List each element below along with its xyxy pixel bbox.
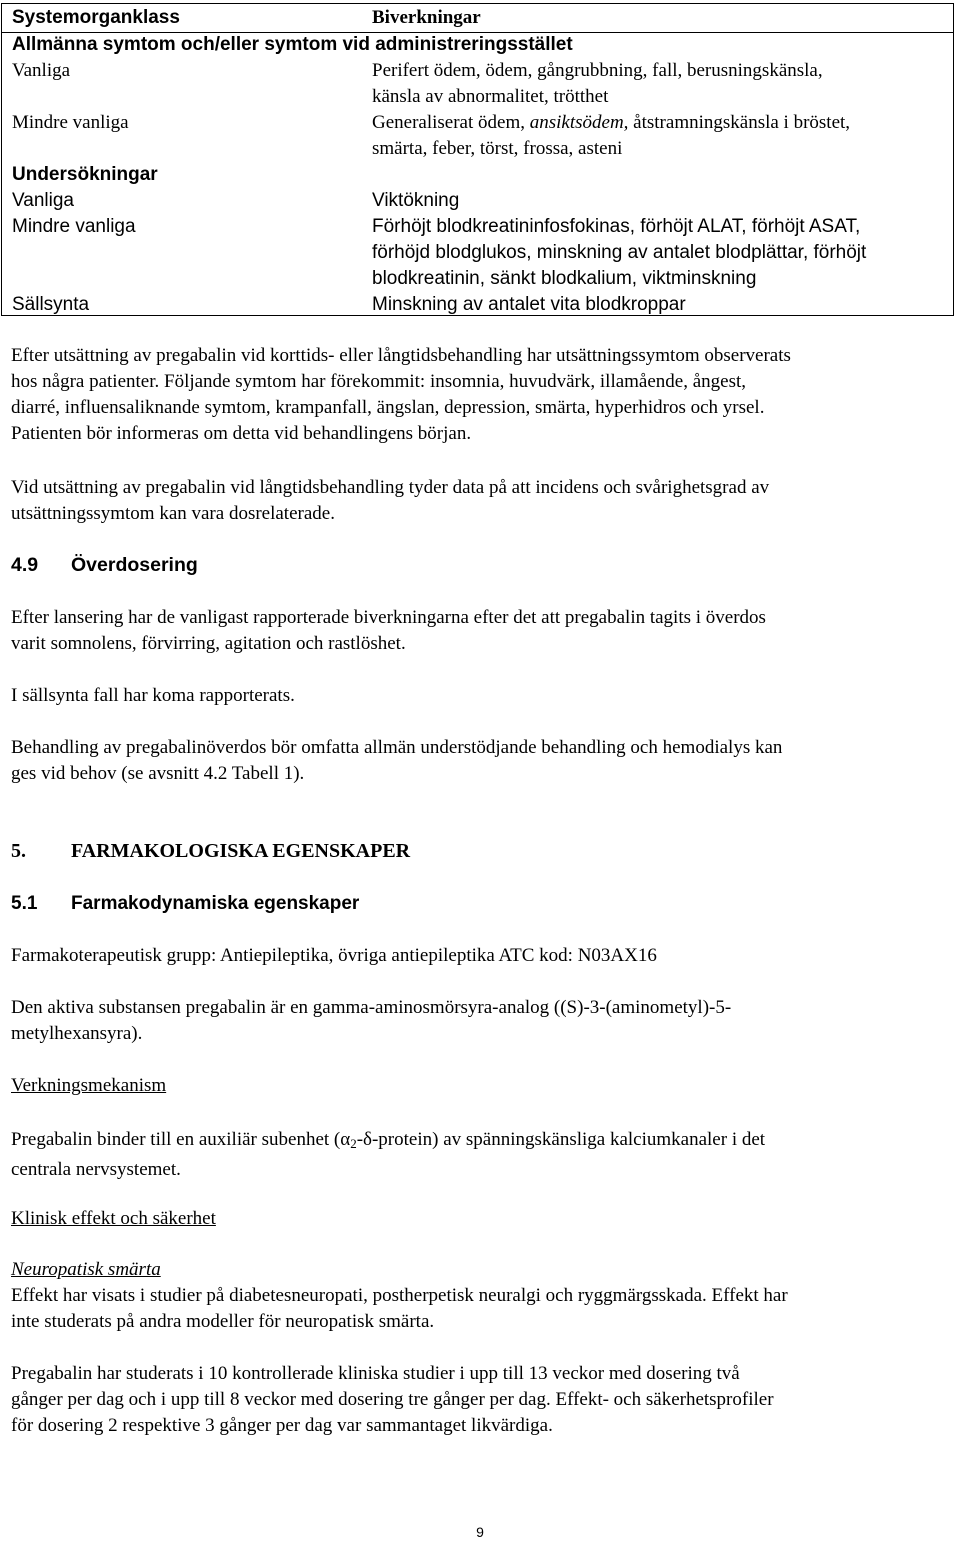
text-line: för dosering 2 respektive 3 gånger per dag var sammantaget likvärdiga. xyxy=(11,1415,553,1436)
text-line: Efter lansering har de vanligast rapporterade biverkningarna efter det att pregabalin tagits i överdos xyxy=(11,607,766,628)
text-line: Farmakoterapeutisk grupp: Antiepileptika, övriga antiepileptika ATC kod: N03AX16 xyxy=(11,945,657,966)
paragraph-overdose-treatment xyxy=(11,735,951,787)
heading-pharmacological-properties xyxy=(11,840,410,863)
table-row-text: Perifert ödem, ödem, gångrubbning, fall, berusningskänsla, xyxy=(372,60,823,81)
subheading-clinical-efficacy xyxy=(11,1206,951,1232)
text-line: Den aktiva substansen pregabalin är en gamma-aminosmörsyra-analog ((S)-3-(aminometyl)-5- xyxy=(11,997,732,1018)
section-number: 4.9 xyxy=(11,554,39,576)
text-line: varit somnolens, förvirring, agitation och rastlöshet. xyxy=(11,633,406,654)
table-section-general: Allmänna symtom och/eller symtom vid administreringsstället xyxy=(12,34,573,55)
text-line: Pregabalin binder till en auxiliär subenhet (α2-δ-protein) av spänningskänsliga kalciumkanaler i det xyxy=(11,1129,766,1151)
table-row-text: Minskning av antalet vita blodkroppar xyxy=(372,294,686,315)
table-row-text: förhöjd blodglukos, minskning av antalet blodplättar, förhöjt xyxy=(372,242,867,263)
table-row-text: känsla av abnormalitet, trötthet xyxy=(372,86,609,107)
adverse-reactions-table xyxy=(1,3,954,316)
table-row-label: Mindre vanliga xyxy=(12,112,129,133)
text-line: metylhexansyra). xyxy=(11,1023,143,1044)
paragraph-neuropathic-efficacy xyxy=(11,1283,951,1335)
text-line: Patienten bör informeras om detta vid behandlingens början. xyxy=(11,423,472,444)
table-row-label: Sällsynta xyxy=(12,294,90,315)
table-row-label: Vanliga xyxy=(12,60,71,81)
text-line: inte studerats på andra modeller för neuropatisk smärta. xyxy=(11,1311,435,1332)
text-line: Behandling av pregabalinöverdos bör omfatta allmän understödjande behandling och hemodialys kan xyxy=(11,737,783,758)
text-line: Effekt har visats i studier på diabetesneuropati, postherpetisk neuralgi och ryggmärgsskada. Effekt har xyxy=(11,1285,788,1306)
text-line: utsättningssymtom kan vara dosrelaterade. xyxy=(11,503,335,524)
text-line: Efter utsättning av pregabalin vid korttids- eller långtidsbehandling har utsättningssymtom observerats xyxy=(11,345,791,366)
table-row-text: Viktökning xyxy=(372,190,460,211)
section-number: 5.1 xyxy=(11,893,38,914)
text-line: centrala nervsystemet. xyxy=(11,1159,181,1180)
paragraph-atc-code xyxy=(11,943,951,969)
text-line: I sällsynta fall har koma rapporterats. xyxy=(11,685,295,706)
section-title: Farmakodynamiska egenskaper xyxy=(71,893,360,914)
subheading-text: Klinisk effekt och säkerhet xyxy=(11,1208,216,1229)
paragraph-mechanism xyxy=(11,1127,951,1183)
subheading-text: Verkningsmekanism xyxy=(11,1075,167,1096)
heading-overdose xyxy=(11,554,198,577)
table-section-investigations: Undersökningar xyxy=(12,164,158,185)
subheading-text: Neuropatisk smärta xyxy=(11,1259,161,1280)
paragraph-clinical-studies xyxy=(11,1361,951,1439)
subscript: 2 xyxy=(350,1136,357,1151)
table-row-text: Generaliserat ödem, ansiktsödem, åtstramningskänsla i bröstet, xyxy=(372,112,851,133)
paragraph-overdose-reports xyxy=(11,605,951,657)
paragraph-coma xyxy=(11,683,951,709)
text-line: hos några patienter. Följande symtom har förekommit: insomnia, huvudvärk, illamående, ångest, xyxy=(11,371,747,392)
table-header-organ-class: Systemorganklass xyxy=(12,7,180,28)
subheading-mechanism xyxy=(11,1073,951,1099)
table-row-label: Mindre vanliga xyxy=(12,216,136,237)
table-row-label: Vanliga xyxy=(12,190,74,211)
paragraph-long-term-withdrawal xyxy=(11,475,951,527)
table-header-adverse-reactions: Biverkningar xyxy=(372,7,481,28)
page-number: 9 xyxy=(476,1524,484,1540)
heading-pharmacodynamic-properties xyxy=(11,893,359,915)
text-line: gånger per dag och i upp till 8 veckor med dosering tre gånger per dag. Effekt- och säkerhetsprofiler xyxy=(11,1389,774,1410)
text-line: Pregabalin har studerats i 10 kontrollerade kliniska studier i upp till 13 veckor med dosering två xyxy=(11,1363,740,1384)
section-title: Överdosering xyxy=(71,554,198,576)
text-line: ges vid behov (se avsnitt 4.2 Tabell 1). xyxy=(11,763,305,784)
section-number: 5. xyxy=(11,840,26,862)
text-line: Vid utsättning av pregabalin vid långtidsbehandling tyder data på att incidens och svårighetsgrad av xyxy=(11,477,770,498)
table-row-text: Förhöjt blodkreatininfosfokinas, förhöjt ALAT, förhöjt ASAT, xyxy=(372,216,861,237)
subheading-neuropathic-pain xyxy=(11,1257,951,1283)
paragraph-active-substance xyxy=(11,995,951,1047)
table-row-text: smärta, feber, törst, frossa, asteni xyxy=(372,138,623,159)
text-line: diarré, influensaliknande symtom, krampanfall, ängslan, depression, smärta, hyperhidros och yrsel. xyxy=(11,397,765,418)
paragraph-withdrawal xyxy=(11,343,951,447)
section-title: FARMAKOLOGISKA EGENSKAPER xyxy=(71,840,411,862)
table-row-text: blodkreatinin, sänkt blodkalium, viktminskning xyxy=(372,268,757,289)
